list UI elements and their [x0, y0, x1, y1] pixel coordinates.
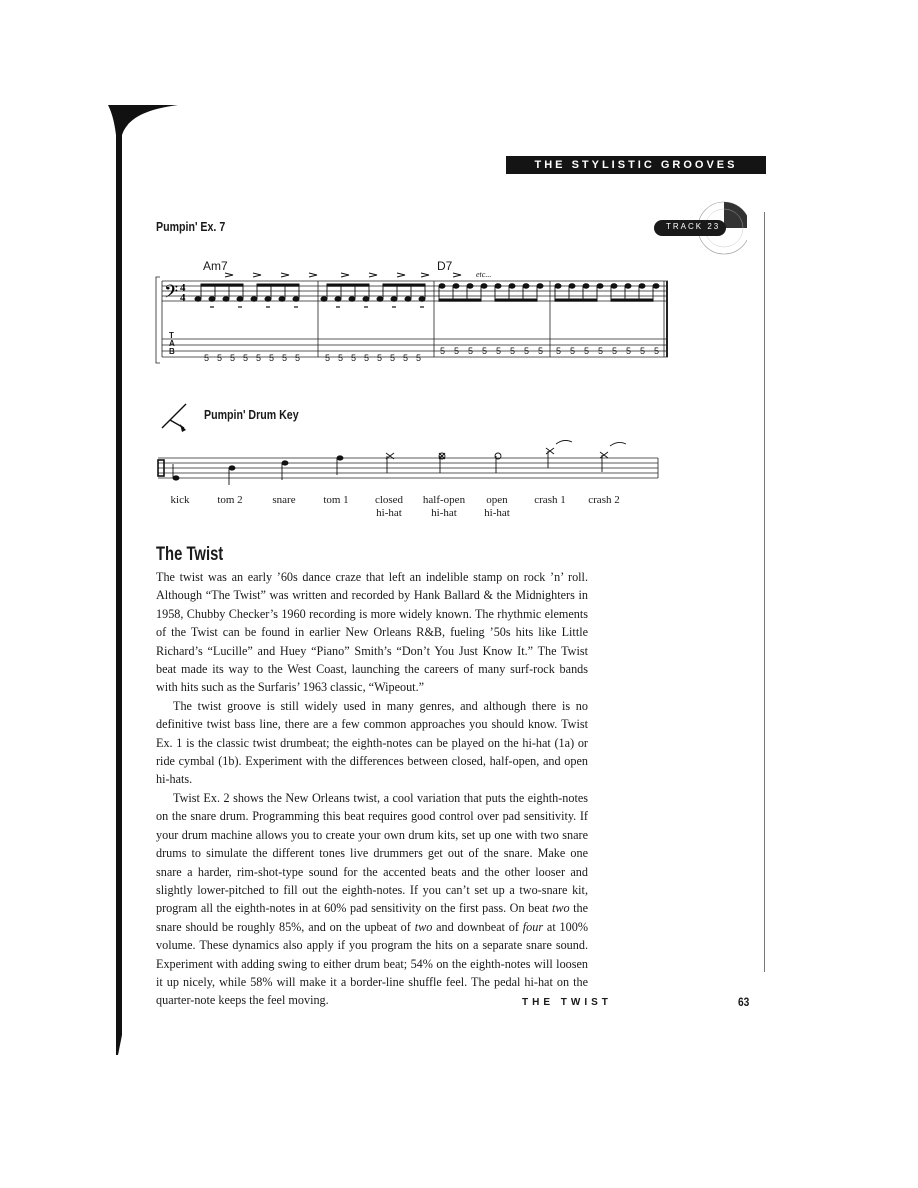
- bass-notation-staff: [150, 255, 670, 375]
- drum-key-label: open hi-hat: [484, 494, 510, 519]
- tab-number: 5: [230, 353, 236, 363]
- paragraph: The twist groove is still widely used in many genres, and although there is no definitive twist bass line, there are a few common approaches you should know. Twist Ex. 1 is the classic twist drumbeat; the eighth-notes can be played on the hi-hat (1a) or ride cymbal (1b). Experiment with the differences between closed, half-open, and open hi-hats.: [156, 698, 588, 787]
- tab-number: 5: [598, 346, 604, 356]
- tab-number: 5: [538, 346, 544, 356]
- tab-number: 5: [654, 346, 660, 356]
- tab-letter: B: [169, 347, 175, 356]
- running-footer-title: THE TWIST: [522, 997, 612, 1008]
- example-title: Pumpin' Ex. 7: [156, 220, 226, 234]
- drum-key-label: crash 1: [534, 494, 566, 506]
- tab-number: 5: [217, 353, 223, 363]
- tab-number: 5: [510, 346, 516, 356]
- tab-number: 5: [640, 346, 646, 356]
- tab-number: 5: [377, 353, 383, 363]
- paragraph: The twist was an early ’60s dance craze that left an indelible stamp on rock ’n’ roll. Although “The Twist” was written and recorded by Hank Ballard & the Midnighters in 1958, Chubby Checker’s 1960 recording is more widely known. The rhythmic elements of the Twist can be found in earlier New Orleans R&B, fueling ’50s hits like Little Richard’s “Lucille” and Huey “Piano” Smith’s “Don’t You Just Know It.” The Twist beat made its way to the West Coast, launching the careers of many surf-rock bands with hits such as the Surfaris’ 1963 classic, “Wipeout.”: [156, 570, 588, 695]
- tab-number: 5: [496, 346, 502, 356]
- tab-number: 5: [482, 346, 488, 356]
- drum-key-title: Pumpin' Drum Key: [204, 408, 299, 422]
- chord-symbol: D7: [437, 259, 453, 273]
- tab-number: 5: [204, 353, 210, 363]
- tab-number: 5: [338, 353, 344, 363]
- etc-marking: etc...: [476, 270, 492, 279]
- svg-text:4: 4: [180, 282, 186, 294]
- tab-number: 5: [612, 346, 618, 356]
- tab-number: 5: [440, 346, 446, 356]
- track-label: TRACK 23: [666, 222, 721, 231]
- drum-key-label: half-open hi-hat: [422, 494, 466, 519]
- tab-number: 5: [468, 346, 474, 356]
- drum-key-label: crash 2: [588, 494, 620, 506]
- tab-number: 5: [570, 346, 576, 356]
- tab-number: 5: [556, 346, 562, 356]
- section-header-bar: THE STYLISTIC GROOVES: [506, 156, 766, 174]
- svg-text:4: 4: [180, 292, 186, 304]
- tab-number: 5: [282, 353, 288, 363]
- drum-key-label: kick: [170, 494, 190, 506]
- tab-number: 5: [454, 346, 460, 356]
- tab-number: 5: [269, 353, 275, 363]
- paragraph: Twist Ex. 2 shows the New Orleans twist, a cool variation that puts the eighth-notes on the snare drum. Programming this beat requires good control over pad sensitivity. If your drum machine allows you to create your own drum kits, set up one with two snare drums to simulate the different tones live drummers get out of the snare. Make one snare a harder, rim-shot-type sound for the accented beats and the other looser and slightly lower-pitched to fill out the eighth-notes. If you can’t set up a two-snare kit, program all the eighth-notes in at 60% pad sensitivity on the first pass. On beat two the snare should be roughly 85%, and on the upbeat of two and downbeat of four at 100% volume. These dynamics also apply if you program the hits on a separate snare sound. Experiment with adding swing to either drum beat; 54% on the eighth-notes will loosen it up nicely, while 58% will make it a border-line shuffle feel. The pedal hi-hat on the quarter-note keeps the feel moving.: [156, 790, 588, 1008]
- tab-number: 5: [524, 346, 530, 356]
- margin-rule: [764, 212, 765, 972]
- chord-symbol: Am7: [203, 259, 228, 273]
- tab-number: 5: [351, 353, 357, 363]
- tab-number: 5: [243, 353, 249, 363]
- drum-key-label: snare: [272, 494, 296, 506]
- drum-key-label: closed hi-hat: [374, 494, 404, 519]
- tab-number: 5: [325, 353, 331, 363]
- svg-text:𝄢: 𝄢: [164, 282, 179, 307]
- tab-number: 5: [626, 346, 632, 356]
- page-number: 63: [738, 995, 750, 1009]
- drum-key-staff: [150, 440, 670, 500]
- tab-number: 5: [403, 353, 409, 363]
- body-text: [156, 568, 588, 1010]
- tab-number: 5: [416, 353, 422, 363]
- tab-number: 5: [295, 353, 301, 363]
- tab-letter: T: [169, 331, 174, 340]
- tab-letter: A: [169, 339, 175, 348]
- tab-number: 5: [256, 353, 262, 363]
- tab-number: 5: [390, 353, 396, 363]
- tab-number: 5: [584, 346, 590, 356]
- drum-key-label: tom 1: [323, 494, 349, 506]
- drum-key-label: tom 2: [217, 494, 243, 506]
- section-heading: The Twist: [156, 544, 224, 565]
- tab-number: 5: [364, 353, 370, 363]
- drumstick-icon: [158, 398, 194, 434]
